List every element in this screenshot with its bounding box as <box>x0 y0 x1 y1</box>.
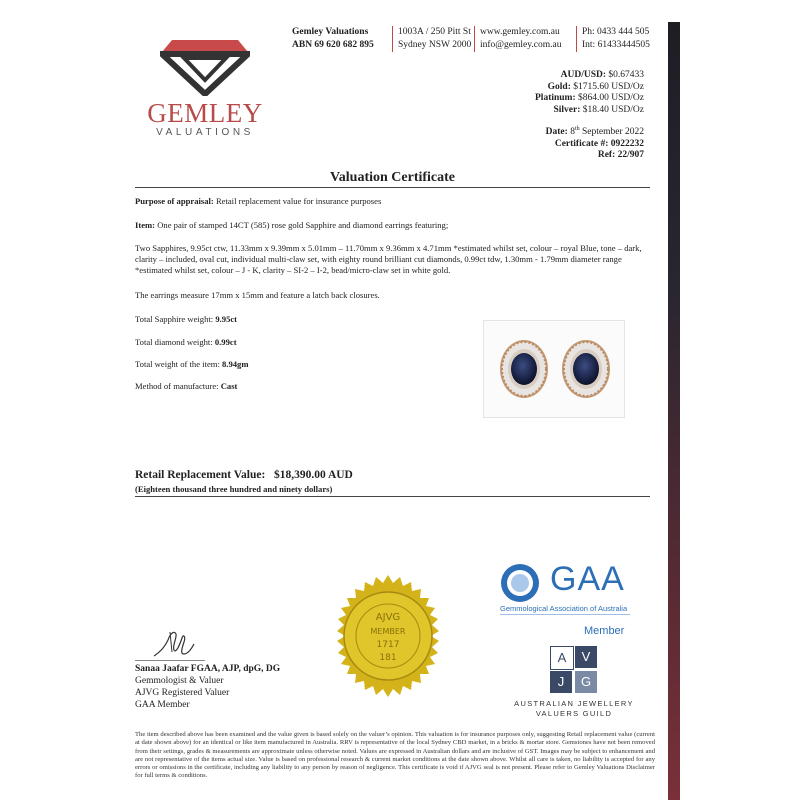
spec-sapphire: Total Sapphire weight: 9.95ct <box>135 314 238 324</box>
header-address: 1003A / 250 Pitt St Sydney NSW 2000 <box>398 27 472 50</box>
ajvg-letter: G <box>575 671 597 693</box>
ajvg-letter: A <box>550 646 574 670</box>
retail-replacement-value: Retail Replacement Value: $18,390.00 AUD <box>135 469 353 481</box>
signature-line <box>135 660 205 661</box>
svg-text:AJVG: AJVG <box>375 612 401 623</box>
item-description: Two Sapphires, 9.95ct ctw, 11.33mm x 9.39mm x 5.01mm – 11.70mm x 9.36mm x 4.71mm *estimated whilst set, colour – royal Blue, tone – dark, clarity – included, oval cut, individual multi-claw set, with eighty round brilliant cut diamonds, 0.99ct tdw, 1.30mm - 1.79mm diameter range *estimated whilst set, colour – J - K, clarity – SI-2 – I-2, bead/micro-claw set in white gold. <box>135 243 642 275</box>
email-link[interactable]: info@gemley.com.au <box>480 40 562 50</box>
gaa-globe-icon <box>500 563 540 603</box>
title-rule <box>135 187 650 188</box>
header-phone: Ph: 0433 444 505 Int: 61433444505 <box>582 27 650 50</box>
logo-subtitle: VALUATIONS <box>156 127 254 138</box>
gaa-subtitle: Gemmological Association of Australia <box>500 604 628 613</box>
svg-text:MEMBER: MEMBER <box>370 627 406 636</box>
header-divider <box>474 26 475 52</box>
svg-text:1717: 1717 <box>376 640 400 650</box>
ajvg-logo <box>550 646 598 694</box>
measurement-line: The earrings measure 17mm x 15mm and feature a latch back closures. <box>135 290 380 300</box>
website-link[interactable]: www.gemley.com.au <box>480 27 560 37</box>
header-contact <box>480 26 574 52</box>
ajvg-letter: V <box>575 646 597 668</box>
gaa-member-label: Member <box>584 625 625 637</box>
rrv-in-words: (Eighteen thousand three hundred and ninety dollars) <box>135 484 333 494</box>
spec-total-weight: Total weight of the item: 8.94gm <box>135 359 249 369</box>
page-title: Valuation Certificate <box>329 170 456 185</box>
signature-icon <box>150 626 196 660</box>
gemley-diamond-logo-icon <box>160 32 250 96</box>
certificate-info: Date: 8th September 2022 Certificate #: 0922232 Ref: 22/907 <box>545 126 644 161</box>
ajvg-name-line1: AUSTRALIAN JEWELLERY <box>514 699 634 708</box>
side-color-bar <box>668 22 680 800</box>
header-divider <box>576 26 577 52</box>
metal-rates: AUD/USD: $0.67433 Gold: $1715.60 USD/Oz Platinum: $864.00 USD/Oz Silver: $18.40 USD/Oz <box>535 70 644 115</box>
signer-block: Sanaa Jaafar FGAA, AJP, dpG, DG Gemmologist & Valuer AJVG Registered Valuer GAA Member <box>135 664 281 710</box>
gaa-divider <box>500 614 630 615</box>
logo-wordmark: GEMLEY <box>147 98 263 128</box>
rrv-rule <box>135 496 650 497</box>
ajvg-letter: J <box>550 671 572 693</box>
spec-diamond: Total diamond weight: 0.99ct <box>135 337 237 347</box>
spec-manufacture: Method of manufacture: Cast <box>135 381 238 391</box>
header-company: Gemley Valuations ABN 69 620 682 895 <box>292 27 374 50</box>
ajvg-gold-seal-icon <box>326 574 450 698</box>
purpose-line: Purpose of appraisal: Retail replacement value for insurance purposes <box>135 196 382 206</box>
ajvg-name-line2: VALUERS GUILD <box>535 709 613 718</box>
header-divider <box>392 26 393 52</box>
earrings-image-icon <box>484 321 624 417</box>
earrings-photo <box>483 320 625 418</box>
svg-text:181: 181 <box>379 653 397 663</box>
item-line: Item: One pair of stamped 14CT (585) rose gold Sapphire and diamond earrings featuring; <box>135 220 449 230</box>
disclaimer-text: The item described above has been examined and the value given is based solely on the valuer’s opinion. This valuation is for insurance purposes only, suggesting Retail replacement value (current at date shown above) for an identical or like item manufactured in Australia. RRV is representative of the local Sydney CBD market, in a bricks & mortar store. Gemstones have not been removed from their settings, grades & measurements are approximate unless otherwise noted. Values are expressed in Australian dollars and are inclusive of GST. Images may be subject to enhancement and are not representative of the items actual size. Value is based on professional research & current market conditions at the date shown above. Whilst all care is taken, no liability is accepted for any errors or omissions in the certificate, including any liability to any person by reason of negligence. This certificate is void if AJVG seal is not present. Please refer to Gemley Valuations Disclaimer for full terms & conditions. <box>135 731 655 780</box>
gaa-logo-text: GAA <box>550 560 625 598</box>
